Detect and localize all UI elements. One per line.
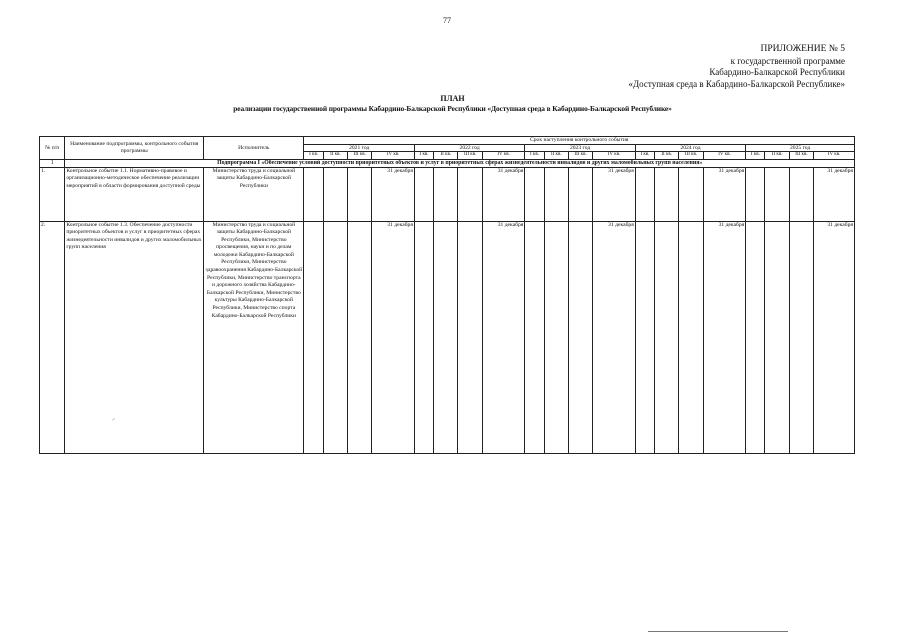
appendix-title: ПРИЛОЖЕНИЕ № 5 bbox=[760, 44, 845, 54]
table-row bbox=[40, 221, 855, 453]
empty-cell bbox=[525, 221, 544, 453]
quarter-header: III кв. bbox=[348, 152, 372, 160]
empty-cell bbox=[789, 167, 813, 221]
deadline-cell: 31 декабря bbox=[703, 167, 746, 221]
deadline-cell: 31 декабря bbox=[482, 167, 525, 221]
deadline-cell: 31 декабря bbox=[593, 221, 636, 453]
appendix-block bbox=[525, 44, 845, 90]
quarter-header: II кв. bbox=[323, 152, 347, 160]
empty-cell bbox=[568, 167, 592, 221]
section-row bbox=[40, 159, 855, 167]
table-row bbox=[40, 167, 855, 221]
year-header: 2023 год bbox=[525, 144, 635, 152]
quarter-header: IV кв. bbox=[814, 152, 855, 160]
year-header: 2022 год bbox=[414, 144, 524, 152]
empty-cell bbox=[458, 221, 482, 453]
scan-speck: ⸝ bbox=[112, 416, 116, 422]
row-event-name: Контрольное событие 1.1. Нормативно-правовое и организационно-методическое обеспечение реализации мероприятий в области формирования доступной среды bbox=[65, 167, 204, 221]
row-executor: Министерство труда и социальной защиты Кабардино-Балкарской Республики, Министерство просвещения, науки и по делам молодежи Кабардино-Балкарской Республики, Министерство здравоохранения Кабардино-Балкарской Республики, Министерство транспорта и дорожного хозяйства Кабардино-Балкарской Республики, Министерство культуры Кабардино-Балкарской Республики, Министерство спорта Кабардино-Балкарской Республики bbox=[204, 221, 304, 453]
plan-title: ПЛАН bbox=[440, 94, 465, 103]
quarter-header: IV кв. bbox=[372, 152, 415, 160]
empty-cell bbox=[789, 221, 813, 453]
quarter-header: IV кв. bbox=[593, 152, 636, 160]
quarter-header: II кв. bbox=[765, 152, 789, 160]
plan-table bbox=[39, 136, 855, 454]
row-num: 1. bbox=[40, 167, 65, 221]
header-deadline: Срок наступления контрольного события bbox=[304, 137, 855, 145]
empty-cell bbox=[568, 221, 592, 453]
empty-cell bbox=[765, 167, 789, 221]
page-number: 77 bbox=[443, 16, 451, 25]
deadline-cell: 31 декабря bbox=[482, 221, 525, 453]
header-row bbox=[40, 137, 855, 145]
quarter-header: IV кв. bbox=[482, 152, 525, 160]
empty-cell bbox=[655, 167, 679, 221]
quarter-header: III кв. bbox=[679, 152, 703, 160]
appendix-line: к государственной программе bbox=[730, 55, 845, 66]
quarter-header: IV кв. bbox=[703, 152, 746, 160]
empty-cell bbox=[414, 167, 433, 221]
deadline-cell: 31 декабря bbox=[372, 167, 415, 221]
deadline-cell: 31 декабря bbox=[814, 167, 855, 221]
empty-cell bbox=[348, 167, 372, 221]
empty-cell bbox=[655, 221, 679, 453]
empty-cell bbox=[458, 167, 482, 221]
deadline-cell: 31 декабря bbox=[372, 221, 415, 453]
empty-cell bbox=[304, 221, 323, 453]
quarter-header: II кв. bbox=[434, 152, 458, 160]
section-num: 1 bbox=[40, 159, 65, 167]
empty-cell bbox=[434, 221, 458, 453]
plan-subtitle: реализации государственной программы Кабардино-Балкарской Республики «Доступная среда в Кабардино-Балкарской Республике» bbox=[233, 104, 672, 113]
quarter-header: I кв. bbox=[525, 152, 544, 160]
empty-cell bbox=[746, 221, 765, 453]
year-header: 2021 год bbox=[304, 144, 414, 152]
empty-cell bbox=[414, 221, 433, 453]
empty-cell bbox=[765, 221, 789, 453]
quarter-header: III кв. bbox=[789, 152, 813, 160]
quarter-header: III кв. bbox=[568, 152, 592, 160]
row-num: 2. bbox=[40, 221, 65, 453]
scan-edge-line bbox=[648, 631, 788, 632]
empty-cell bbox=[304, 167, 323, 221]
header-num: № п/п bbox=[40, 137, 65, 160]
empty-cell bbox=[525, 167, 544, 221]
year-header: 2025 год bbox=[746, 144, 855, 152]
deadline-cell: 31 декабря bbox=[703, 221, 746, 453]
quarter-header: II кв. bbox=[655, 152, 679, 160]
quarter-header: I кв. bbox=[414, 152, 433, 160]
empty-cell bbox=[635, 167, 654, 221]
deadline-cell: 31 декабря bbox=[814, 221, 855, 453]
header-executor: Исполнитель bbox=[204, 137, 304, 160]
empty-cell bbox=[635, 221, 654, 453]
empty-cell bbox=[544, 167, 568, 221]
section-title: Подпрограмма I «Обеспечение условий доступности приоритетных объектов и услуг в приоритетных сферах жизнедеятельности инвалидов и других маломобильных групп населения» bbox=[65, 159, 855, 167]
empty-cell bbox=[679, 221, 703, 453]
empty-cell bbox=[679, 167, 703, 221]
quarter-header: I кв. bbox=[635, 152, 654, 160]
appendix-line: «Доступная среда в Кабардино-Балкарской Республике» bbox=[628, 78, 845, 89]
deadline-cell: 31 декабря bbox=[593, 167, 636, 221]
empty-cell bbox=[434, 167, 458, 221]
empty-cell bbox=[746, 167, 765, 221]
quarter-header: III кв. bbox=[458, 152, 482, 160]
row-executor: Министерство труда и социальной защиты Кабардино-Балкарской Республики bbox=[204, 167, 304, 221]
empty-cell bbox=[348, 221, 372, 453]
year-header: 2024 год bbox=[635, 144, 745, 152]
quarter-header: I кв. bbox=[304, 152, 323, 160]
row-event-name: Контрольное событие 1.3. Обеспечение доступности приоритетных объектов и услуг в приоритетных сферах жизнедеятельности инвалидов и других маломобильных групп населения bbox=[65, 221, 204, 453]
quarter-header: II кв. bbox=[544, 152, 568, 160]
empty-cell bbox=[323, 221, 347, 453]
quarter-header: I кв. bbox=[746, 152, 765, 160]
empty-cell bbox=[544, 221, 568, 453]
header-name: Наименование подпрограммы, контрольного события программы bbox=[65, 137, 204, 160]
empty-cell bbox=[323, 167, 347, 221]
appendix-line: Кабардино-Балкарской Республики bbox=[709, 67, 845, 77]
